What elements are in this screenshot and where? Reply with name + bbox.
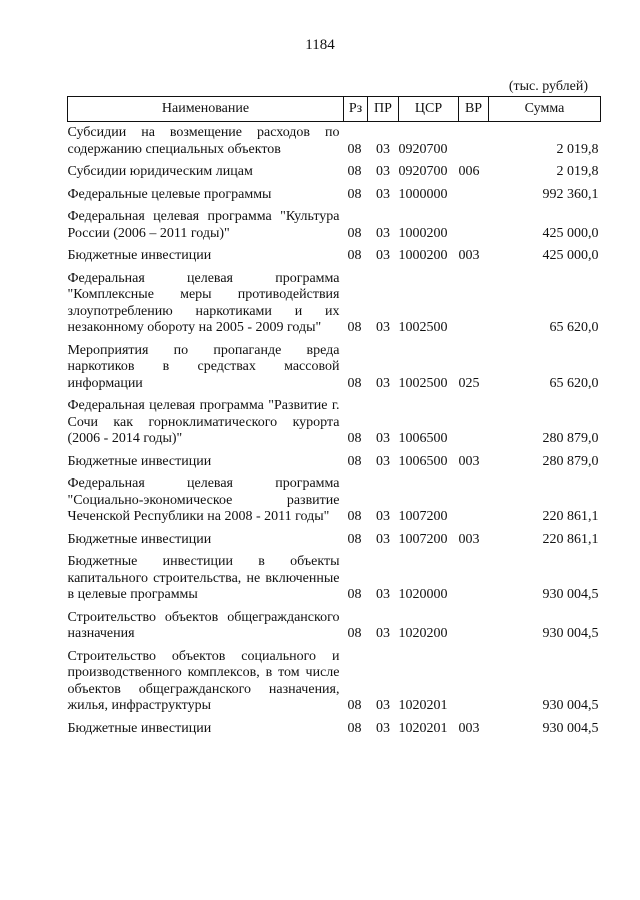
table-row: [68, 268, 601, 340]
cell-name: Мероприятия по пропаганде вреда наркотиков в средствах массовой информации: [67, 342, 340, 391]
cell-sum: 280 879,0: [542, 453, 599, 469]
cell-csr: 1000200: [398, 225, 448, 241]
table-row: [68, 607, 601, 646]
table-row: [68, 122, 601, 162]
table-row: [68, 395, 601, 451]
cell-pr: 03: [376, 531, 390, 547]
cell-name: Бюджетные инвестиции: [67, 720, 212, 736]
cell-name: Федеральная целевая программа "Культура России (2006 – 2011 годы)": [67, 209, 340, 241]
cell-csr: 1020200: [398, 626, 448, 641]
cell-vr: 003: [458, 453, 480, 469]
cell-pr: 03: [376, 320, 390, 335]
cell-name: Субсидии юридическим лицам: [67, 164, 253, 179]
cell-vr: [459, 551, 489, 607]
header-rz: Рз: [344, 97, 368, 122]
table-row: [68, 245, 601, 268]
cell-pr: 03: [376, 720, 390, 736]
header-sum: Сумма: [489, 97, 601, 122]
cell-csr: 1007200: [398, 531, 448, 547]
cell-csr: 1002500: [398, 320, 448, 335]
cell-csr: 1002500: [398, 375, 448, 391]
cell-rz: 08: [347, 375, 362, 391]
cell-sum: 930 004,5: [542, 626, 599, 641]
table-row: [68, 646, 601, 718]
cell-name: Бюджетные инвестиции: [67, 453, 212, 469]
cell-name: Строительство объектов социального и производственного комплексов, в том числе объектов общегражданского назначения, жилья, инфраструктуры: [67, 648, 340, 713]
table-row: [68, 473, 601, 529]
page-number: 1184: [305, 37, 335, 53]
cell-vr: 003: [458, 248, 480, 263]
cell-name: Федеральная целевая программа "Развитие г. Сочи как горноклиматического курорта (2006 - 2014 годы)": [67, 398, 340, 446]
cell-sum: 65 620,0: [549, 320, 599, 335]
cell-csr: 1007200: [398, 509, 448, 524]
cell-sum: 930 004,5: [542, 698, 599, 713]
cell-name: Федеральная целевая программа "Комплексные меры противодействия злоупотреблению наркотиками и их незаконному обороту на 2005 - 2009 годы": [67, 270, 340, 335]
cell-rz: 08: [347, 509, 362, 524]
cell-sum: 930 004,5: [542, 720, 599, 736]
cell-sum: 2 019,8: [556, 164, 599, 179]
budget-table: [67, 96, 601, 740]
cell-vr: [459, 184, 489, 207]
cell-rz: 08: [347, 164, 362, 179]
cell-pr: 03: [376, 141, 390, 157]
table-row: [68, 718, 601, 741]
table-row: [68, 184, 601, 207]
cell-vr: [459, 395, 489, 451]
cell-vr: 003: [458, 720, 480, 736]
cell-pr: 03: [376, 225, 390, 241]
cell-rz: 08: [347, 531, 362, 547]
cell-sum: 220 861,1: [542, 531, 599, 547]
table-header: [68, 97, 601, 122]
cell-csr: 1000200: [398, 248, 448, 263]
table-row: [68, 161, 601, 184]
cell-pr: 03: [376, 698, 390, 713]
table-row: [68, 529, 601, 552]
header-vr: ВР: [459, 97, 489, 122]
cell-rz: 08: [347, 320, 362, 335]
cell-pr: 03: [376, 453, 390, 469]
cell-csr: 1006500: [398, 431, 448, 446]
cell-pr: 03: [376, 375, 390, 391]
cell-rz: 08: [347, 225, 362, 241]
cell-pr: 03: [376, 587, 390, 602]
cell-name: Субсидии на возмещение расходов по содержанию специальных объектов: [67, 125, 340, 157]
cell-sum: 65 620,0: [549, 375, 599, 391]
cell-name: Бюджетные инвестиции: [67, 248, 212, 263]
cell-rz: 08: [347, 141, 362, 157]
table-row: [68, 451, 601, 474]
cell-sum: 425 000,0: [542, 225, 599, 241]
cell-sum: 425 000,0: [542, 248, 599, 263]
cell-pr: 03: [376, 431, 390, 446]
cell-csr: 1020201: [398, 720, 448, 736]
cell-pr: 03: [376, 626, 390, 641]
header-pr: ПР: [368, 97, 399, 122]
cell-pr: 03: [376, 248, 390, 263]
table-row: [68, 206, 601, 245]
cell-name: Федеральная целевая программа "Социально-экономическое развитие Чеченской Республики на 2008 - 2011 годы": [67, 476, 340, 524]
cell-sum: 930 004,5: [542, 587, 599, 602]
cell-csr: 0920700: [398, 141, 448, 157]
cell-vr: [459, 607, 489, 646]
cell-rz: 08: [347, 453, 362, 469]
cell-sum: 280 879,0: [542, 431, 599, 446]
table-row: [68, 551, 601, 607]
cell-csr: 1020201: [398, 698, 448, 713]
cell-vr: 025: [458, 375, 480, 391]
cell-rz: 08: [347, 720, 362, 736]
header-name: Наименование: [68, 97, 344, 122]
cell-name: Строительство объектов общегражданского назначения: [67, 609, 340, 641]
cell-vr: [459, 646, 489, 718]
cell-name: Бюджетные инвестиции: [67, 531, 212, 547]
cell-rz: 08: [347, 626, 362, 641]
cell-vr: [459, 206, 489, 245]
cell-rz: 08: [347, 431, 362, 446]
cell-csr: 1020000: [398, 587, 448, 602]
cell-rz: 08: [347, 698, 362, 713]
cell-rz: 08: [347, 587, 362, 602]
cell-vr: [459, 268, 489, 340]
cell-csr: 0920700: [398, 164, 448, 179]
table-body: [68, 122, 601, 741]
cell-pr: 03: [376, 186, 390, 202]
cell-vr: [459, 473, 489, 529]
cell-rz: 08: [347, 186, 362, 202]
cell-vr: 006: [458, 164, 480, 179]
units-label: (тыс. рублей): [508, 79, 588, 94]
cell-pr: 03: [376, 509, 390, 524]
cell-name: Федеральные целевые программы: [67, 186, 272, 202]
cell-sum: 992 360,1: [542, 186, 599, 202]
cell-vr: 003: [458, 531, 480, 547]
table-row: [68, 340, 601, 396]
cell-vr: [459, 122, 489, 162]
cell-rz: 08: [347, 248, 362, 263]
cell-name: Бюджетные инвестиции в объекты капитального строительства, не включенные в целевые программы: [67, 554, 340, 602]
cell-sum: 2 019,8: [556, 141, 599, 157]
header-csr: ЦСР: [399, 97, 459, 122]
cell-csr: 1006500: [398, 453, 448, 469]
cell-sum: 220 861,1: [542, 509, 599, 524]
cell-csr: 1000000: [398, 186, 448, 202]
cell-pr: 03: [376, 164, 390, 179]
